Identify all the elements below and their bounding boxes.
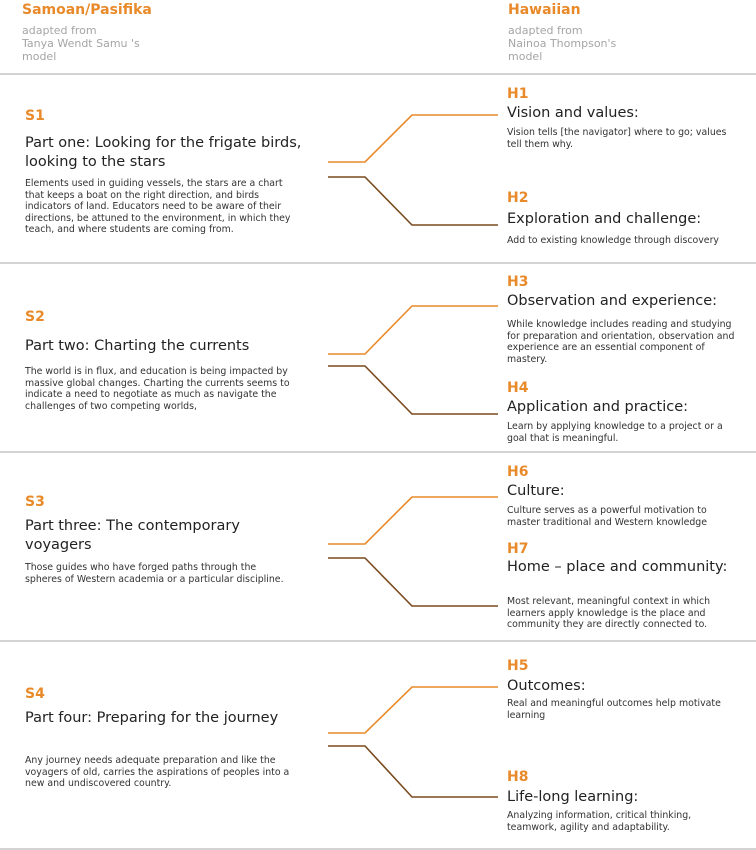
- section-description: Elements used in guiding vessels, the stars are a chart that keeps a boat on the right direction, and birds indicators of land. Educators need to be aware of their directions, be attuned to the environment, in which they teach, and where students are coming from.: [25, 178, 291, 235]
- section-code: S3: [25, 494, 45, 510]
- section-code: S1: [25, 108, 45, 124]
- section-description: The world is in flux, and education is being impacted by massive global changes. Charting the currents seems to indicate a need to negotiate as much as navigate the challenges of two competing worlds,: [25, 366, 290, 412]
- target-description: While knowledge includes reading and studying for preparation and orientation, observation and experience are an essential component of mastery.: [507, 319, 735, 365]
- target-code: H4: [507, 380, 529, 396]
- section-description: Any journey needs adequate preparation and like the voyagers of old, carries the aspirations of peoples into a new and undiscovered country.: [25, 755, 290, 789]
- target-code: H7: [507, 541, 529, 557]
- target-code: H8: [507, 769, 529, 785]
- right-column-heading: Hawaiian: [508, 2, 581, 18]
- target-title: Home – place and community:: [507, 559, 728, 575]
- target-code: H5: [507, 658, 529, 674]
- section-title: Part three: The contemporary voyagers: [25, 518, 240, 553]
- right-attribution-text: adapted from Nainoa Thompson's model: [508, 24, 617, 63]
- target-title: Outcomes:: [507, 678, 586, 694]
- target-title: Culture:: [507, 483, 565, 499]
- section-title: Part two: Charting the currents: [25, 338, 250, 354]
- target-description: Add to existing knowledge through discovery: [507, 235, 719, 246]
- target-description: Culture serves as a powerful motivation to master traditional and Western knowledge: [507, 505, 708, 528]
- connector-s3-h6: [328, 497, 498, 544]
- section-title: Part one: Looking for the frigate birds, looking to the stars: [25, 135, 302, 170]
- target-code: H3: [507, 274, 529, 290]
- target-title: Vision and values:: [507, 105, 639, 121]
- connector-s1-h1: [328, 115, 498, 162]
- connector-s2-h4: [328, 366, 498, 414]
- target-description: Analyzing information, critical thinking, teamwork, agility and adaptability.: [507, 810, 692, 833]
- left-column-heading: Samoan/Pasifika: [22, 2, 152, 18]
- left-attribution-text: adapted from Tanya Wendt Samu 's model: [22, 24, 140, 63]
- target-code: H1: [507, 86, 529, 102]
- target-title: Observation and experience:: [507, 293, 718, 309]
- section-code: S2: [25, 309, 45, 325]
- target-title: Application and practice:: [507, 399, 689, 415]
- section-code: S4: [25, 686, 45, 702]
- connector-s1-h2: [328, 177, 498, 225]
- target-title: Exploration and challenge:: [507, 211, 702, 227]
- target-code: H6: [507, 464, 529, 480]
- target-description: Real and meaningful outcomes help motivate learning: [507, 698, 721, 721]
- target-title: Life-long learning:: [507, 789, 639, 805]
- connector-s3-h7: [328, 558, 498, 606]
- connector-s4-h8: [328, 746, 498, 797]
- connector-s2-h3: [328, 306, 498, 354]
- target-code: H2: [507, 190, 529, 206]
- section-description: Those guides who have forged paths through the spheres of Western academia or a particular discipline.: [25, 562, 284, 585]
- target-description: Learn by applying knowledge to a project or a goal that is meaningful.: [507, 421, 723, 444]
- connector-s4-h5: [328, 687, 498, 733]
- target-description: Most relevant, meaningful context in which learners apply knowledge is the place and community they are directly connected to.: [507, 596, 711, 630]
- target-description: Vision tells [the navigator] where to go; values tell them why.: [507, 127, 727, 150]
- section-title: Part four: Preparing for the journey: [25, 710, 279, 726]
